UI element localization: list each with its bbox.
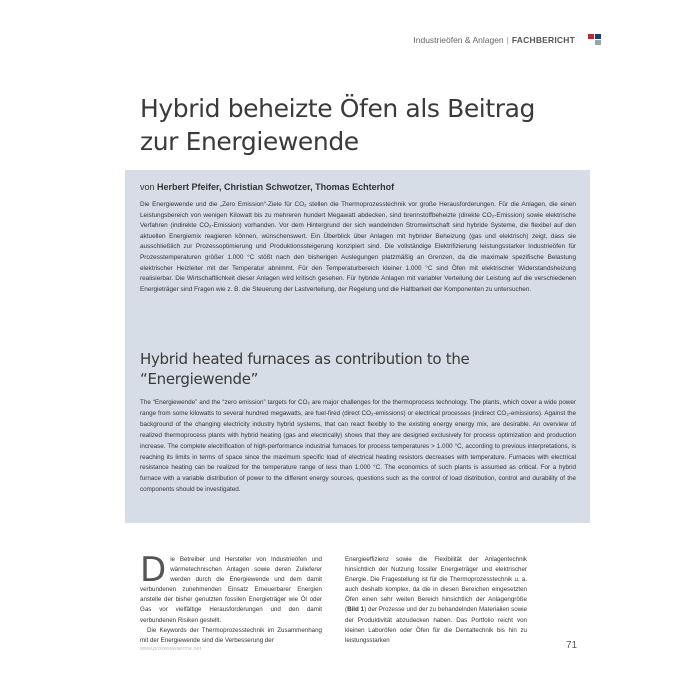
paragraph-text: ) der Prozesse und der zu behandelnden Materialien sowie der Produktivität abzudecken haben. Das Portfolio reicht von kleinen Laboröfen oder Öfen für die Dentaltechnik bis hin zu leistungsstarken <box>345 606 527 644</box>
header-separator: | <box>506 35 509 45</box>
footer-url: www.prozesswaerme.net <box>140 646 202 652</box>
paragraph-text: ie Betreiber und Hersteller von Industrieöfen und wärmetechnischen Anlagen sowie deren Zulieferer werden durch die Energiewende und dem damit verbundenen zunehmenden Einsatz Erneuerbarer Energien anstelle der bisher genutzten fossilen Energieträger wie Öl oder Gas vor vielfältige Herausforderungen und den damit verbundenen Risiken gestellt. <box>140 556 322 624</box>
section-label: Industrieöfen & Anlagen <box>413 35 504 45</box>
logo-blue-square <box>595 34 601 39</box>
author-line <box>140 182 394 192</box>
body-paragraph <box>140 550 322 626</box>
english-title: Hybrid heated furnaces as contribution to the “Energiewende” <box>140 350 470 388</box>
author-names: Herbert Pfeifer, Christian Schwotzer, Thomas Echterhof <box>157 182 395 192</box>
page-number: 71 <box>566 640 578 651</box>
abstract-english: The “Energiewende” and the “zero emission” targets for CO₂ are major challenges for the thermoprocess technology. The plants, which cover a wide power range from some kilowatts to several hundred megawatts, are fuel-fired (direct CO₂-emissions) or electrical processes (indirect CO₂-emissions). Against the background of the changing electricity industry hybrid systems, that can react flexibly to the existing energy energy mix, are desirable. An overview of realized thermoprocess plants with hybrid heating (gas and electrically) shows that they are designed exclusively for process optimization and production increase. The complete electrification of high-performance industrial furnaces for process temperatures > 1.000 °C, according to previous interpretations, is reaching its limits in terms of space since the maximum specific load of electrical heating resistors decreases with temperature. Furnaces with electrical resistance heating can be realized for the temperature range of less than 1.000 °C. The economics of such plants is assumed as critical. For a hybrid furnace with a variable distribution of power to the different energy sources, questions such as the control of load distribution, control and durability of the components should be investigated. <box>140 399 576 494</box>
body-column-right <box>345 555 527 646</box>
running-header <box>413 35 575 45</box>
body-column-left <box>140 550 322 646</box>
by-prefix: von <box>140 182 155 192</box>
body-paragraph <box>345 555 527 646</box>
logo-red-square <box>588 34 594 39</box>
body-paragraph: Die Keywords der Thermoprozesstechnik im Zusammenhang mit der Energiewende sind die Verbesserung der <box>140 626 322 644</box>
paragraph-text: Energieeffizienz sowie die Flexibilität der Anlagentechnik hinsichtlich der Nutzung fossiler Energieträger und elektrischer Energie. Die Fragestellung ist für die Thermoprozesstechnik u. a. auch deshalb komplex, da die in diesen Bereichen eingesetzten Öfen einen sehr weiten Bereich hinsichtlich der Anlagengröße ( <box>345 556 527 614</box>
article-kind-label: FACHBERICHT <box>511 35 575 45</box>
publisher-logo-icon <box>588 34 602 46</box>
drop-cap: D <box>140 550 167 590</box>
figure-reference: Bild 1 <box>347 606 365 614</box>
abstract-german: Die Energiewende und die „Zero Emission“-Ziele für CO₂ stellen die Thermoprozesstechnik vor große Herausforderungen. Für die Anlagen, die einen Leistungsbereich von wenigen Kilowatt bis zu mehreren hundert Megawatt abdecken, sind brennstoffbeheizte (direkte CO₂-Emission) sowie elektrische Verfahren (indirekte CO₂-Emission) vorhanden. Vor dem Hintergrund der sich wandelnden Stromwirtschaft sind hybride Systeme, die flexibel auf den aktuellen Energiemix reagieren können, wünschenswert. Ein Überblick über Anlagen mit hybrider Beheizung (gas und elektrisch) zeigt, dass sie ausschließlich zur Prozessoptimierung und Produktionssteigerung konzipiert sind. Die vollständige Elektrifizierung leistungsstarker Industrieöfen für Prozesstemperaturen größer 1.000 °C stößt nach den bisherigen Auslegungen platzmäßig an Grenzen, da die maximale spezifische Belastung elektrischer Heizleiter mit der Temperatur abnimmt. Für den Temperaturbereich kleiner 1.000 °C sind Öfen mit elektrischer Widerstandsheizung realisierbar. Die Wirtschaftlichkeit dieser Anlagen wird kritisch gesehen. Für hybride Anlagen mit variabler Verteilung der Leistung auf die verschiedenen Energieträger sind Fragen wie z. B. die Steuerung der Lastverteilung, der Regelung und die Haltbarkeit der Komponenten zu untersuchen. <box>140 201 576 293</box>
logo-grey-square <box>595 40 601 45</box>
article-title: Hybrid beheizte Öfen als Beitrag zur Energiewende <box>140 94 536 156</box>
